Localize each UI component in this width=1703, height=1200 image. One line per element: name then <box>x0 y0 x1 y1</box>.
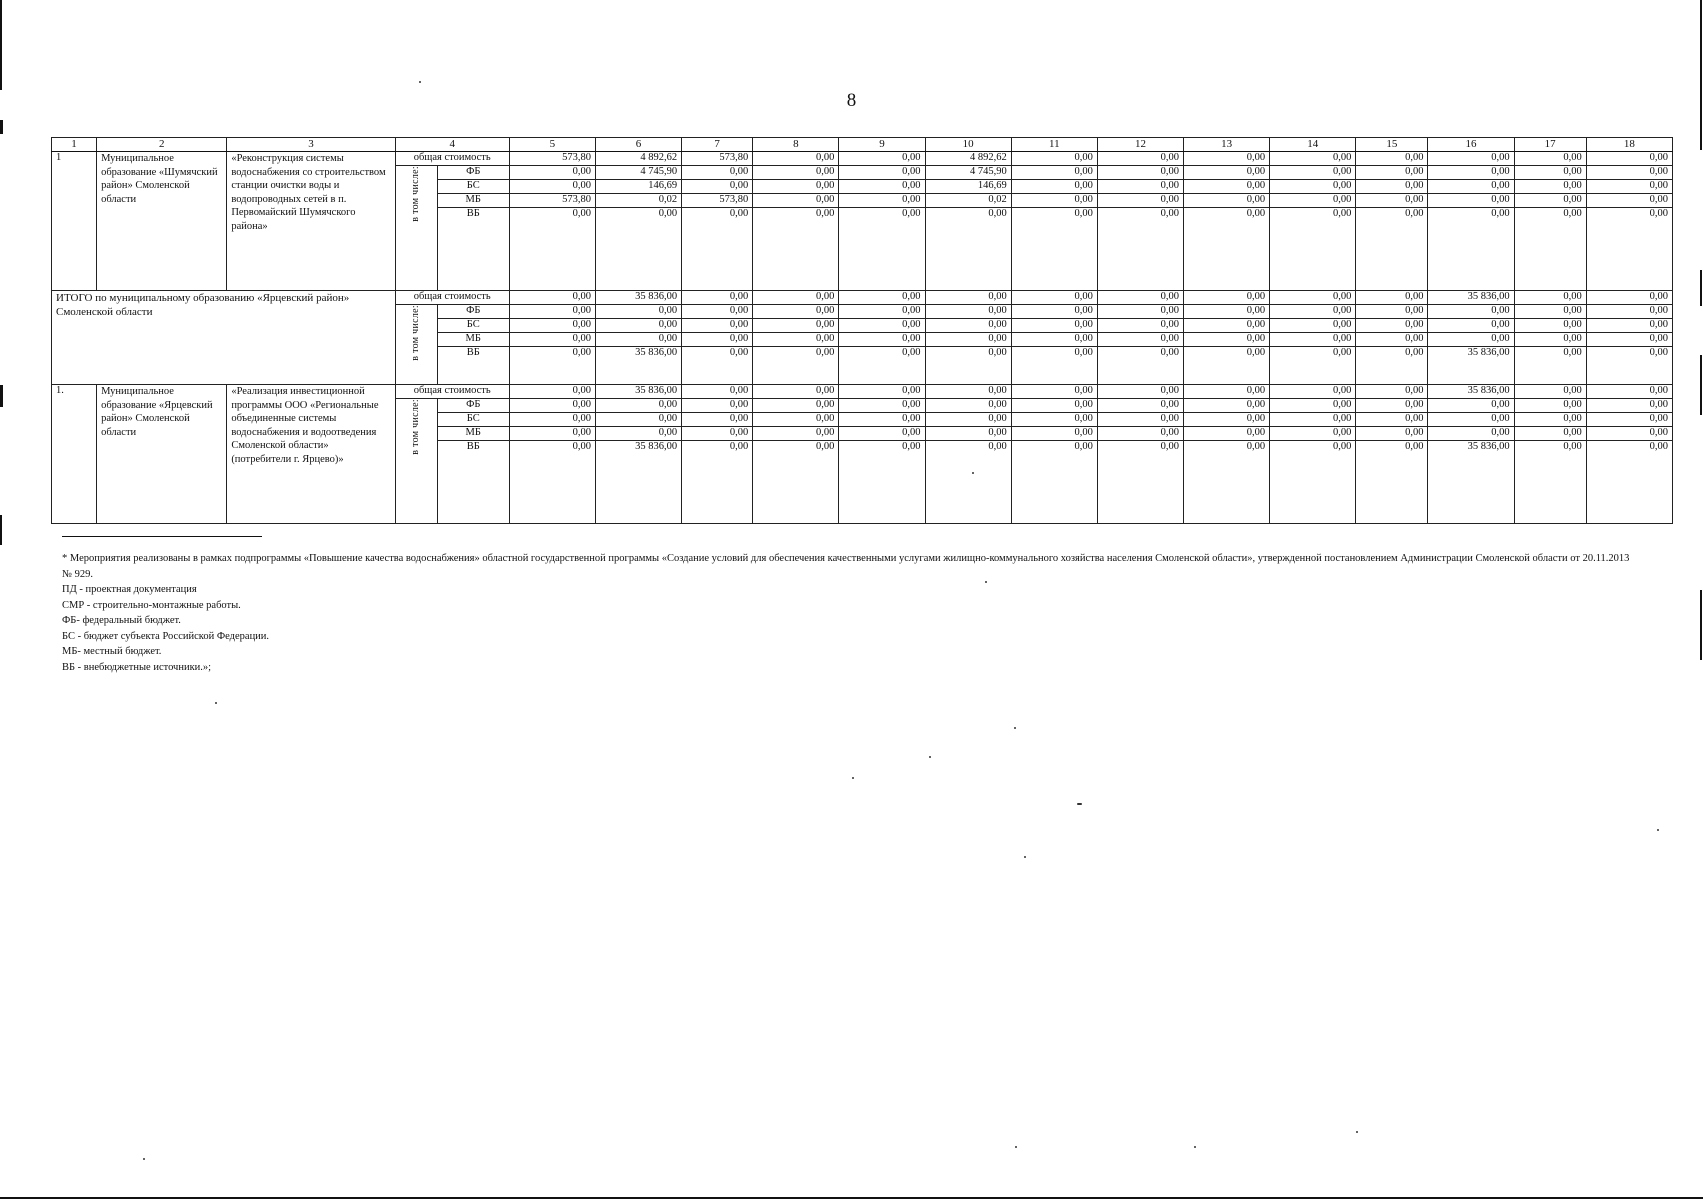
table-body <box>52 138 1673 524</box>
value-cell: 0,00 <box>509 441 595 524</box>
value-cell: 0,00 <box>1011 333 1097 347</box>
value-cell: 0,00 <box>1097 347 1183 385</box>
scan-speck <box>419 81 421 83</box>
value-cell: 35 836,00 <box>595 385 681 399</box>
value-cell: 0,00 <box>682 208 753 291</box>
value-cell: 0,00 <box>682 333 753 347</box>
value-cell: 0,00 <box>1270 208 1356 291</box>
value-cell: 0,00 <box>595 413 681 427</box>
value-cell: 0,00 <box>839 413 925 427</box>
value-cell: 0,00 <box>1428 305 1514 319</box>
value-cell: 0,00 <box>753 194 839 208</box>
funding-source-label: БС <box>437 413 509 427</box>
value-cell: 0,00 <box>1097 385 1183 399</box>
value-cell: 0,00 <box>682 291 753 305</box>
funding-source-label: МБ <box>437 194 509 208</box>
value-cell: 0,00 <box>1428 319 1514 333</box>
value-cell: 0,00 <box>839 385 925 399</box>
value-cell: 0,00 <box>1514 347 1586 385</box>
entity-name: Муниципальное образование «Ярцевский район» Смоленской области <box>97 385 227 524</box>
value-cell: 0,00 <box>1428 180 1514 194</box>
value-cell: 0,00 <box>1011 166 1097 180</box>
including-label-text: в том числе: <box>410 305 422 361</box>
value-cell: 0,00 <box>1270 413 1356 427</box>
value-cell: 0,00 <box>753 180 839 194</box>
value-cell: 0,00 <box>1514 319 1586 333</box>
scan-edge-mark <box>0 0 2 90</box>
funding-source-label: БС <box>437 319 509 333</box>
value-cell: 0,00 <box>839 208 925 291</box>
page-number: 8 <box>846 90 857 111</box>
value-cell: 0,00 <box>839 166 925 180</box>
value-cell: 0,00 <box>1184 208 1270 291</box>
value-cell: 0,00 <box>509 166 595 180</box>
value-cell: 0,00 <box>682 166 753 180</box>
value-cell: 0,00 <box>682 399 753 413</box>
value-cell: 0,00 <box>1011 291 1097 305</box>
value-cell: 0,00 <box>509 208 595 291</box>
value-cell: 0,00 <box>1270 399 1356 413</box>
scan-speck <box>1015 1146 1017 1148</box>
value-cell: 0,00 <box>1011 441 1097 524</box>
column-number-row <box>52 138 1673 152</box>
value-cell: 0,00 <box>1011 152 1097 166</box>
value-cell: 0,00 <box>682 305 753 319</box>
value-cell: 0,00 <box>753 413 839 427</box>
value-cell: 0,00 <box>1356 385 1428 399</box>
funding-source-label: ФБ <box>437 166 509 180</box>
value-cell: 0,00 <box>509 399 595 413</box>
funding-source-label: ФБ <box>437 305 509 319</box>
value-cell: 4 892,62 <box>925 152 1011 166</box>
footnotes <box>62 551 1632 675</box>
value-cell: 0,00 <box>1184 305 1270 319</box>
scan-speck <box>143 1158 145 1160</box>
value-cell: 0,00 <box>1011 427 1097 441</box>
value-cell: 0,00 <box>1586 319 1672 333</box>
value-cell: 0,00 <box>1270 291 1356 305</box>
value-cell: 0,00 <box>1514 399 1586 413</box>
value-cell: 0,00 <box>1184 180 1270 194</box>
value-cell: 0,00 <box>1270 333 1356 347</box>
including-label <box>395 399 437 524</box>
value-cell: 0,00 <box>509 319 595 333</box>
value-cell: 0,00 <box>1097 194 1183 208</box>
value-cell: 0,00 <box>1514 208 1586 291</box>
value-cell: 0,00 <box>1356 152 1428 166</box>
table-row <box>52 385 1673 399</box>
value-cell: 0,00 <box>1356 291 1428 305</box>
value-cell: 0,00 <box>682 180 753 194</box>
value-cell: 0,00 <box>1514 291 1586 305</box>
value-cell: 0,00 <box>682 427 753 441</box>
funding-source-label: ВБ <box>437 347 509 385</box>
value-cell: 0,00 <box>1011 194 1097 208</box>
scan-edge-mark <box>1700 355 1702 415</box>
value-cell: 0,00 <box>1586 347 1672 385</box>
total-cost-label: общая стоимость <box>395 152 509 166</box>
value-cell: 0,00 <box>595 333 681 347</box>
value-cell: 0,00 <box>1514 441 1586 524</box>
value-cell: 0,00 <box>1270 152 1356 166</box>
col-num-3: 3 <box>227 138 395 152</box>
scan-speck <box>1657 829 1659 831</box>
value-cell: 0,00 <box>1270 180 1356 194</box>
value-cell: 0,00 <box>753 333 839 347</box>
value-cell: 0,00 <box>595 399 681 413</box>
value-cell: 0,00 <box>1514 180 1586 194</box>
col-num-1: 1 <box>52 138 97 152</box>
scan-speck <box>1194 1146 1196 1148</box>
value-cell: 0,00 <box>1270 347 1356 385</box>
value-cell: 0,00 <box>1356 399 1428 413</box>
value-cell: 0,00 <box>1356 427 1428 441</box>
value-cell: 0,00 <box>1011 180 1097 194</box>
scan-speck <box>1356 1131 1358 1133</box>
scan-speck <box>1077 803 1082 805</box>
value-cell: 0,00 <box>1011 305 1097 319</box>
col-num-9: 9 <box>839 138 925 152</box>
value-cell: 0,00 <box>1514 413 1586 427</box>
value-cell: 0,00 <box>753 152 839 166</box>
value-cell: 0,00 <box>1356 208 1428 291</box>
value-cell: 0,00 <box>753 385 839 399</box>
funding-source-label: БС <box>437 180 509 194</box>
value-cell: 0,00 <box>1514 427 1586 441</box>
value-cell: 0,00 <box>1586 208 1672 291</box>
col-num-8: 8 <box>753 138 839 152</box>
scan-speck <box>852 777 854 779</box>
value-cell: 0,00 <box>1097 180 1183 194</box>
value-cell: 35 836,00 <box>595 347 681 385</box>
value-cell: 0,00 <box>1356 180 1428 194</box>
value-cell: 0,00 <box>509 385 595 399</box>
value-cell: 0,00 <box>1356 194 1428 208</box>
value-cell: 0,00 <box>925 291 1011 305</box>
table-row <box>52 152 1673 166</box>
value-cell: 0,00 <box>839 152 925 166</box>
col-num-16: 16 <box>1428 138 1514 152</box>
value-cell: 0,00 <box>682 385 753 399</box>
funding-source-label: ФБ <box>437 399 509 413</box>
value-cell: 0,00 <box>1586 152 1672 166</box>
col-num-12: 12 <box>1097 138 1183 152</box>
value-cell: 0,00 <box>1184 333 1270 347</box>
funding-source-label: ВБ <box>437 441 509 524</box>
value-cell: 0,00 <box>925 347 1011 385</box>
scan-speck <box>929 756 931 758</box>
col-num-14: 14 <box>1270 138 1356 152</box>
total-label: ИТОГО по муниципальному образованию «Ярцевский район» Смоленской области <box>52 291 396 385</box>
col-num-10: 10 <box>925 138 1011 152</box>
total-cost-label: общая стоимость <box>395 385 509 399</box>
scan-speck <box>1024 856 1026 858</box>
value-cell: 0,00 <box>1586 441 1672 524</box>
value-cell: 0,00 <box>925 413 1011 427</box>
value-cell: 0,00 <box>1184 166 1270 180</box>
value-cell: 0,00 <box>1097 152 1183 166</box>
value-cell: 0,00 <box>682 319 753 333</box>
value-cell: 0,00 <box>925 441 1011 524</box>
value-cell: 0,00 <box>1514 152 1586 166</box>
value-cell: 0,00 <box>1184 427 1270 441</box>
value-cell: 573,80 <box>509 194 595 208</box>
value-cell: 4 745,90 <box>925 166 1011 180</box>
scan-speck <box>985 581 987 583</box>
value-cell: 35 836,00 <box>1428 291 1514 305</box>
col-num-18: 18 <box>1586 138 1672 152</box>
value-cell: 0,00 <box>1356 319 1428 333</box>
value-cell: 0,00 <box>1270 427 1356 441</box>
value-cell: 0,00 <box>1011 385 1097 399</box>
value-cell: 0,00 <box>839 333 925 347</box>
value-cell: 0,00 <box>1356 347 1428 385</box>
value-cell: 0,00 <box>1428 208 1514 291</box>
value-cell: 0,00 <box>1514 194 1586 208</box>
scan-edge-mark <box>0 515 2 545</box>
value-cell: 0,00 <box>753 347 839 385</box>
value-cell: 4 745,90 <box>595 166 681 180</box>
scan-edge-mark <box>0 385 3 407</box>
row-number: 1 <box>52 152 97 291</box>
col-num-11: 11 <box>1011 138 1097 152</box>
col-num-4: 4 <box>395 138 509 152</box>
value-cell: 0,00 <box>753 291 839 305</box>
value-cell: 0,00 <box>1184 347 1270 385</box>
funding-source-label: МБ <box>437 333 509 347</box>
scan-speck <box>1014 727 1016 729</box>
footnote-fb: ФБ- федеральный бюджет. <box>62 615 181 626</box>
value-cell: 0,00 <box>1586 427 1672 441</box>
value-cell: 0,00 <box>1097 413 1183 427</box>
col-num-15: 15 <box>1356 138 1428 152</box>
value-cell: 0,00 <box>1586 305 1672 319</box>
value-cell: 146,69 <box>595 180 681 194</box>
value-cell: 0,00 <box>1270 194 1356 208</box>
value-cell: 0,00 <box>1184 413 1270 427</box>
value-cell: 0,00 <box>1011 319 1097 333</box>
value-cell: 0,00 <box>1428 427 1514 441</box>
funding-source-label: ВБ <box>437 208 509 291</box>
value-cell: 0,00 <box>1097 399 1183 413</box>
value-cell: 0,00 <box>1184 194 1270 208</box>
col-num-5: 5 <box>509 138 595 152</box>
value-cell: 0,00 <box>1356 413 1428 427</box>
value-cell: 0,00 <box>1270 319 1356 333</box>
value-cell: 0,00 <box>925 208 1011 291</box>
value-cell: 0,00 <box>1586 166 1672 180</box>
value-cell: 0,00 <box>1184 291 1270 305</box>
footnote-pd: ПД - проектная документация <box>62 584 197 595</box>
value-cell: 0,00 <box>753 399 839 413</box>
value-cell: 0,00 <box>1514 166 1586 180</box>
value-cell: 0,00 <box>595 208 681 291</box>
value-cell: 573,80 <box>509 152 595 166</box>
footnote-separator <box>62 536 262 537</box>
value-cell: 0,00 <box>1270 305 1356 319</box>
value-cell: 0,00 <box>509 291 595 305</box>
footnote-bs: БС - бюджет субъекта Российской Федерации. <box>62 630 270 642</box>
value-cell: 573,80 <box>682 152 753 166</box>
scan-edge-mark <box>1700 590 1702 660</box>
value-cell: 0,00 <box>1586 291 1672 305</box>
value-cell: 35 836,00 <box>1428 441 1514 524</box>
value-cell: 0,00 <box>839 194 925 208</box>
including-label <box>395 166 437 291</box>
value-cell: 0,00 <box>1586 413 1672 427</box>
value-cell: 0,00 <box>753 319 839 333</box>
value-cell: 0,00 <box>1011 413 1097 427</box>
value-cell: 0,00 <box>509 347 595 385</box>
value-cell: 0,00 <box>1270 441 1356 524</box>
value-cell: 0,00 <box>595 319 681 333</box>
value-cell: 0,00 <box>839 180 925 194</box>
footnote-smr: СМР - строительно-монтажные работы. <box>62 599 241 611</box>
value-cell: 0,00 <box>1586 180 1672 194</box>
value-cell: 0,00 <box>1514 305 1586 319</box>
value-cell: 0,00 <box>839 427 925 441</box>
including-label <box>395 305 437 385</box>
value-cell: 0,00 <box>1097 441 1183 524</box>
value-cell: 0,00 <box>1586 399 1672 413</box>
value-cell: 0,00 <box>925 333 1011 347</box>
col-num-13: 13 <box>1184 138 1270 152</box>
value-cell: 0,00 <box>925 399 1011 413</box>
value-cell: 0,00 <box>1428 399 1514 413</box>
value-cell: 0,00 <box>1514 333 1586 347</box>
funding-source-label: МБ <box>437 427 509 441</box>
value-cell: 0,02 <box>925 194 1011 208</box>
total-cost-label: общая стоимость <box>395 291 509 305</box>
value-cell: 0,00 <box>1184 319 1270 333</box>
value-cell: 35 836,00 <box>595 291 681 305</box>
value-cell: 0,00 <box>1428 413 1514 427</box>
including-label-text: в том числе: <box>410 399 422 455</box>
value-cell: 4 892,62 <box>595 152 681 166</box>
scan-edge-mark <box>1700 0 1702 150</box>
value-cell: 0,00 <box>1428 194 1514 208</box>
value-cell: 0,00 <box>753 208 839 291</box>
table-row <box>52 291 1673 305</box>
value-cell: 35 836,00 <box>595 441 681 524</box>
footnote-vb: ВБ - внебюджетные источники.»; <box>62 661 212 673</box>
entity-name: Муниципальное образование «Шумячский район» Смоленской области <box>97 152 227 291</box>
value-cell: 0,00 <box>509 305 595 319</box>
value-cell: 0,00 <box>1097 291 1183 305</box>
value-cell: 0,00 <box>1184 385 1270 399</box>
value-cell: 0,00 <box>1356 441 1428 524</box>
value-cell: 0,00 <box>1011 399 1097 413</box>
value-cell: 0,00 <box>682 413 753 427</box>
value-cell: 0,00 <box>595 305 681 319</box>
value-cell: 0,00 <box>1428 166 1514 180</box>
value-cell: 0,02 <box>595 194 681 208</box>
value-cell: 0,00 <box>925 427 1011 441</box>
value-cell: 0,00 <box>682 347 753 385</box>
value-cell: 0,00 <box>595 427 681 441</box>
scan-speck <box>972 472 974 474</box>
value-cell: 0,00 <box>839 399 925 413</box>
value-cell: 0,00 <box>839 291 925 305</box>
value-cell: 35 836,00 <box>1428 347 1514 385</box>
value-cell: 0,00 <box>1428 333 1514 347</box>
col-num-7: 7 <box>682 138 753 152</box>
project-name: «Реализация инвестиционной программы ООО «Региональные объединенные системы водоснабжения и водоотведения Смоленской области» (потребители г. Ярцево)» <box>227 385 395 524</box>
value-cell: 0,00 <box>1514 385 1586 399</box>
value-cell: 0,00 <box>1270 166 1356 180</box>
value-cell: 0,00 <box>1097 319 1183 333</box>
including-label-text: в том числе: <box>410 166 422 222</box>
value-cell: 0,00 <box>1097 333 1183 347</box>
value-cell: 0,00 <box>1356 305 1428 319</box>
value-cell: 146,69 <box>925 180 1011 194</box>
value-cell: 35 836,00 <box>1428 385 1514 399</box>
value-cell: 0,00 <box>1428 152 1514 166</box>
scan-edge-mark <box>0 120 3 134</box>
value-cell: 0,00 <box>925 319 1011 333</box>
value-cell: 0,00 <box>753 427 839 441</box>
value-cell: 0,00 <box>1011 208 1097 291</box>
value-cell: 0,00 <box>1097 305 1183 319</box>
investment-table <box>51 137 1673 524</box>
row-number: 1. <box>52 385 97 524</box>
value-cell: 0,00 <box>753 305 839 319</box>
value-cell: 0,00 <box>509 333 595 347</box>
value-cell: 0,00 <box>1184 441 1270 524</box>
value-cell: 0,00 <box>509 180 595 194</box>
value-cell: 0,00 <box>1184 152 1270 166</box>
scan-edge-mark <box>1700 270 1702 306</box>
value-cell: 0,00 <box>839 347 925 385</box>
value-cell: 0,00 <box>1097 208 1183 291</box>
value-cell: 0,00 <box>1356 166 1428 180</box>
value-cell: 0,00 <box>509 413 595 427</box>
col-num-17: 17 <box>1514 138 1586 152</box>
col-num-6: 6 <box>595 138 681 152</box>
value-cell: 0,00 <box>839 305 925 319</box>
footnote-mb: МБ- местный бюджет. <box>62 646 162 657</box>
value-cell: 573,80 <box>682 194 753 208</box>
value-cell: 0,00 <box>1586 194 1672 208</box>
value-cell: 0,00 <box>509 427 595 441</box>
value-cell: 0,00 <box>1270 385 1356 399</box>
value-cell: 0,00 <box>1356 333 1428 347</box>
footnote-main: * Мероприятия реализованы в рамках подпрограммы «Повышение качества водоснабжения» областной государственной программы «Создание условий для обеспечения качественными услугами жилищно-коммунального хозяйства населения Смоленской области», утвержденной постановлением Администрации Смоленской области от 20.11.2013 № 929. <box>62 553 1630 580</box>
value-cell: 0,00 <box>753 441 839 524</box>
col-num-2: 2 <box>97 138 227 152</box>
scan-speck <box>215 702 217 704</box>
scan-edge-mark <box>0 1197 1703 1199</box>
value-cell: 0,00 <box>1184 399 1270 413</box>
value-cell: 0,00 <box>1586 385 1672 399</box>
value-cell: 0,00 <box>925 385 1011 399</box>
project-name: «Реконструкция системы водоснабжения со строительством станции очистки воды и водопроводных сетей в п. Первомайский Шумячского района» <box>227 152 395 291</box>
value-cell: 0,00 <box>682 441 753 524</box>
value-cell: 0,00 <box>839 319 925 333</box>
value-cell: 0,00 <box>925 305 1011 319</box>
value-cell: 0,00 <box>1097 166 1183 180</box>
value-cell: 0,00 <box>753 166 839 180</box>
value-cell: 0,00 <box>839 441 925 524</box>
value-cell: 0,00 <box>1011 347 1097 385</box>
value-cell: 0,00 <box>1586 333 1672 347</box>
value-cell: 0,00 <box>1097 427 1183 441</box>
